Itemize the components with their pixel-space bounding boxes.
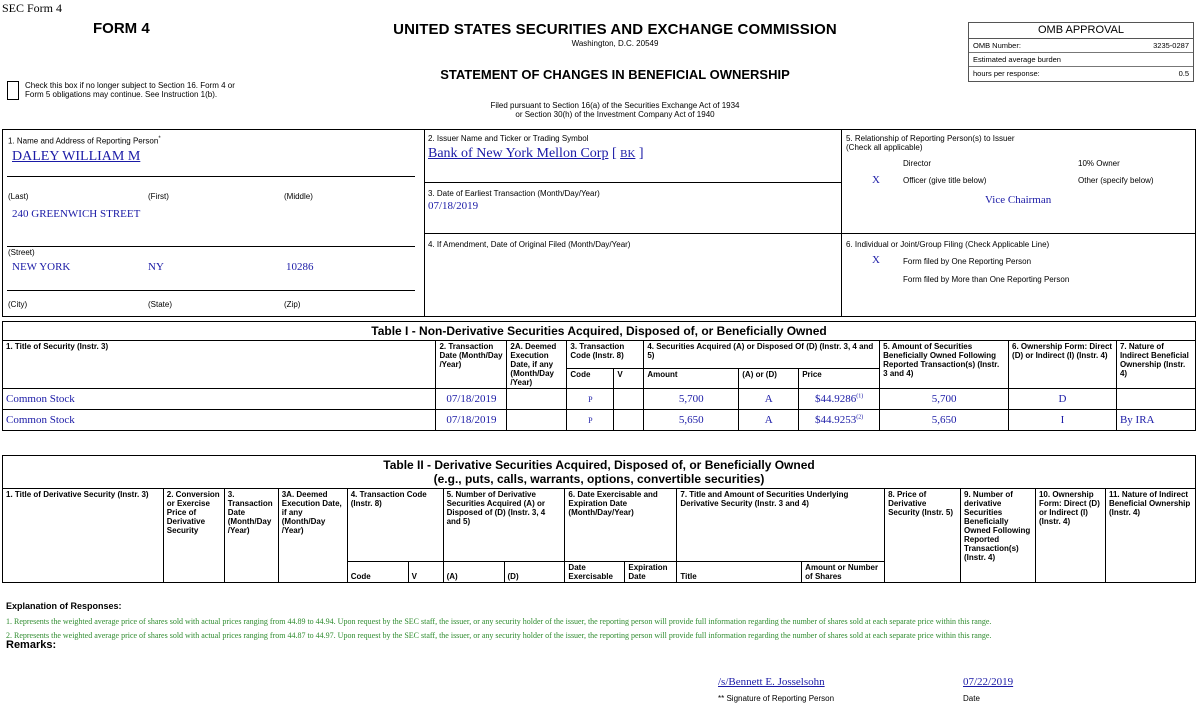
filed-pursuant-line-1: Filed pursuant to Section 16(a) of the Securities Exchange Act of 1934: [490, 101, 740, 110]
explanation-title: Explanation of Responses:: [6, 601, 122, 611]
city-value: NEW YORK: [12, 261, 71, 273]
deemed-date: [507, 410, 567, 431]
table1-subheader-amount: Amount: [644, 369, 739, 389]
omb-hours-row: [969, 67, 1193, 81]
table1-subheader-code: Code: [567, 369, 614, 389]
acquired-disposed: A: [739, 389, 799, 410]
table1-subheader-aord: (A) or (D): [739, 369, 799, 389]
first-name-label: (First): [148, 192, 169, 201]
zip-label: (Zip): [284, 300, 301, 309]
amount-owned: 5,650: [880, 410, 1009, 431]
nature-of-ownership: By IRA: [1116, 410, 1195, 431]
signature-date-label: Date: [963, 694, 980, 703]
agency-city: Washington, D.C. 20549: [571, 39, 659, 48]
relationship-label: 5. Relationship of Reporting Person(s) to Issuer: [846, 134, 1015, 143]
table-2: [2, 455, 1196, 583]
table2-header-conversion: 2. Conversion or Exercise Price of Derivative Security: [163, 489, 224, 583]
last-name-label: (Last): [8, 192, 29, 201]
footnote-1-link[interactable]: (1): [856, 393, 864, 400]
table1-subheader-v: V: [614, 369, 644, 389]
state-value: NY: [148, 261, 164, 273]
table2-subheader-code: Code: [347, 562, 408, 583]
earliest-transaction-label: 3. Date of Earliest Transaction (Month/Day/Year): [428, 189, 600, 198]
reporting-person-label: 1. Name and Address of Reporting Person*: [8, 136, 161, 146]
table2-header-code: 4. Transaction Code (Instr. 8): [347, 489, 443, 562]
city-label: (City): [8, 300, 28, 309]
street-label: (Street): [8, 248, 35, 257]
table1-header-date: 2. Transaction Date (Month/Day /Year): [436, 341, 507, 389]
section16-checkbox[interactable]: [7, 81, 19, 100]
table1-header-title: 1. Title of Security (Instr. 3): [3, 341, 436, 389]
table1-header-code: 3. Transaction Code (Instr. 8): [567, 341, 644, 369]
table2-subheader-v: V: [408, 562, 443, 583]
table2-header-number-owned: 9. Number of derivative Securities Beneficially Owned Following Reported Transaction(s) (Instr. 4): [961, 489, 1036, 583]
table2-header-title: 1. Title of Derivative Security (Instr. 3): [3, 489, 164, 583]
deemed-date: [507, 389, 567, 410]
officer-label: Officer (give title below): [903, 176, 987, 185]
earliest-transaction-date: 07/18/2019: [428, 200, 479, 212]
table1-header-nature: 7. Nature of Indirect Beneficial Ownership (Instr. 4): [1116, 341, 1195, 389]
director-label: Director: [903, 159, 932, 168]
signature-date: 07/22/2019: [963, 676, 1014, 688]
form-title: FORM 4: [93, 20, 150, 37]
table2-subheader-exercisable: Date Exercisable: [565, 562, 625, 583]
table2-header-ownership-form: 10. Ownership Form: Direct (D) or Indirect (I) (Instr. 4): [1035, 489, 1105, 583]
acquired-disposed: A: [739, 410, 799, 431]
table1-header-ownership-form: 6. Ownership Form: Direct (D) or Indirect (I) (Instr. 4): [1009, 341, 1117, 389]
price: [799, 389, 880, 410]
transaction-code: P: [567, 410, 614, 431]
table1-header-deemed: 2A. Deemed Execution Date, if any (Month/Day /Year): [507, 341, 567, 389]
table2-header-nature: 11. Nature of Indirect Beneficial Ownership (Instr. 4): [1105, 489, 1195, 583]
signature-label: ** Signature of Reporting Person: [718, 694, 835, 703]
table2-subheader-title: Title: [677, 562, 802, 583]
signature-link[interactable]: /s/Bennett E. Josselsohn: [718, 676, 825, 688]
nature-of-ownership: [1116, 389, 1195, 410]
omb-title: OMB APPROVAL: [969, 23, 1193, 39]
filing-label: 6. Individual or Joint/Group Filing (Check Applicable Line): [846, 240, 1050, 249]
omb-approval-box: [968, 22, 1194, 82]
statement-title: STATEMENT OF CHANGES IN BENEFICIAL OWNERSHIP: [440, 67, 790, 82]
table-row: [3, 389, 1196, 410]
table2-subheader-expiration: Expiration Date: [625, 562, 677, 583]
omb-number-row: [969, 39, 1193, 53]
table2-header-deemed: 3A. Deemed Execution Date, if any (Month/Day /Year): [278, 489, 347, 583]
zip-value: 10286: [286, 261, 314, 273]
price: [799, 410, 880, 431]
table2-header-date: 3. Transaction Date (Month/Day /Year): [224, 489, 278, 583]
filed-pursuant-line-2: or Section 30(h) of the Investment Company Act of 1940: [515, 110, 715, 119]
transaction-date: 07/18/2019: [436, 389, 507, 410]
footnote-1: 1. Represents the weighted average price of shares sold with actual prices ranging from 44.89 to 44.94. Upon request by the SEC staff, the issuer, or any security holder of the issuer, the reporting person will provide full information regarding the number of shares sold at each separate price within this range.: [6, 617, 992, 626]
table2-subheader-d: (D): [504, 562, 565, 583]
ticker-close-bracket: ]: [638, 146, 644, 161]
amendment-label: 4. If Amendment, Date of Original Filed (Month/Day/Year): [428, 240, 631, 249]
remarks-title: Remarks:: [6, 639, 57, 651]
omb-number-value: 3235-0287: [1153, 41, 1189, 50]
table1-subheader-price: Price: [799, 369, 880, 389]
omb-hours-value: 0.5: [1178, 69, 1189, 78]
table2-subtitle: (e.g., puts, calls, warrants, options, convertible securities): [433, 472, 765, 486]
owner10-label: 10% Owner: [1078, 159, 1120, 168]
officer-mark: X: [872, 174, 880, 186]
amount-owned: 5,700: [880, 389, 1009, 410]
amount: 5,650: [644, 410, 739, 431]
omb-number-label: OMB Number:: [973, 41, 1021, 50]
issuer-label: 2. Issuer Name and Ticker or Trading Symbol: [428, 134, 589, 143]
table2-header-price: 8. Price of Derivative Security (Instr. 5): [885, 489, 961, 583]
table2-subheader-shares: Amount or Number of Shares: [802, 562, 885, 583]
table2-subheader-a: (A): [443, 562, 504, 583]
issuer-name-link[interactable]: Bank of New York Mellon Corp: [428, 146, 609, 161]
reporting-person-name-link[interactable]: DALEY WILLIAM M: [12, 149, 141, 164]
table2-title-text: Table II - Derivative Securities Acquired, Disposed of, or Beneficially Owned: [383, 458, 815, 472]
price-value: $44.9286: [815, 393, 857, 405]
transaction-date: 07/18/2019: [436, 410, 507, 431]
transaction-v: [614, 389, 644, 410]
table1-header-amount-owned: 5. Amount of Securities Beneficially Owned Following Reported Transaction(s) (Instr. 3 and 4): [880, 341, 1009, 389]
ticker-link[interactable]: BK: [620, 148, 636, 160]
table2-header-exercisable: 6. Date Exercisable and Expiration Date (Month/Day/Year): [565, 489, 677, 562]
footnote-2-link[interactable]: (2): [856, 414, 864, 421]
footnote-2: 2. Represents the weighted average price of shares sold with actual prices ranging from 44.87 to 44.97. Upon request by the SEC staff, the issuer, or any security holder of the issuer, the reporting person will provide full information regarding the number of shares sold at each separate price within this range.: [6, 631, 992, 640]
ownership-form: I: [1009, 410, 1117, 431]
ownership-form: D: [1009, 389, 1117, 410]
middle-name-label: (Middle): [284, 192, 313, 201]
officer-title: Vice Chairman: [985, 194, 1052, 206]
sec-form-label: SEC Form 4: [2, 1, 63, 15]
table-row: [3, 410, 1196, 431]
issuer-row: [428, 146, 644, 162]
section16-checkbox-label: Check this box if no longer subject to Section 16. Form 4 or Form 5 obligations may continue. See Instruction 1(b).: [25, 81, 235, 99]
filing-mark: X: [872, 254, 880, 266]
table2-title: [3, 456, 1196, 489]
filing-one-label: Form filed by One Reporting Person: [903, 257, 1032, 266]
omb-burden-row: [969, 53, 1193, 67]
security-title-link[interactable]: Common Stock: [3, 389, 436, 410]
security-title-link[interactable]: Common Stock: [3, 410, 436, 431]
omb-burden-label: Estimated average burden: [973, 55, 1061, 64]
ticker-open-bracket: [: [611, 146, 617, 161]
table1-header-securities: 4. Securities Acquired (A) or Disposed Of (D) (Instr. 3, 4 and 5): [644, 341, 880, 369]
table-1: [2, 321, 1196, 431]
table2-header-number: 5. Number of Derivative Securities Acquired (A) or Disposed of (D) (Instr. 3, 4 and 5): [443, 489, 565, 562]
state-label: (State): [148, 300, 173, 309]
table2-header-underlying: 7. Title and Amount of Securities Underlying Derivative Security (Instr. 3 and 4): [677, 489, 885, 562]
transaction-code: P: [567, 389, 614, 410]
street-address-value: 240 GREENWICH STREET: [12, 208, 141, 220]
omb-hours-label: hours per response:: [973, 69, 1040, 78]
agency-title: UNITED STATES SECURITIES AND EXCHANGE COMMISSION: [393, 21, 837, 38]
amount: 5,700: [644, 389, 739, 410]
relationship-sub: (Check all applicable): [846, 143, 923, 152]
price-value: $44.9253: [815, 414, 857, 426]
transaction-v: [614, 410, 644, 431]
filing-many-label: Form filed by More than One Reporting Person: [903, 275, 1070, 284]
table1-title: Table I - Non-Derivative Securities Acquired, Disposed of, or Beneficially Owned: [3, 322, 1196, 341]
other-label: Other (specify below): [1078, 176, 1154, 185]
reporting-info-box: [2, 129, 1196, 317]
